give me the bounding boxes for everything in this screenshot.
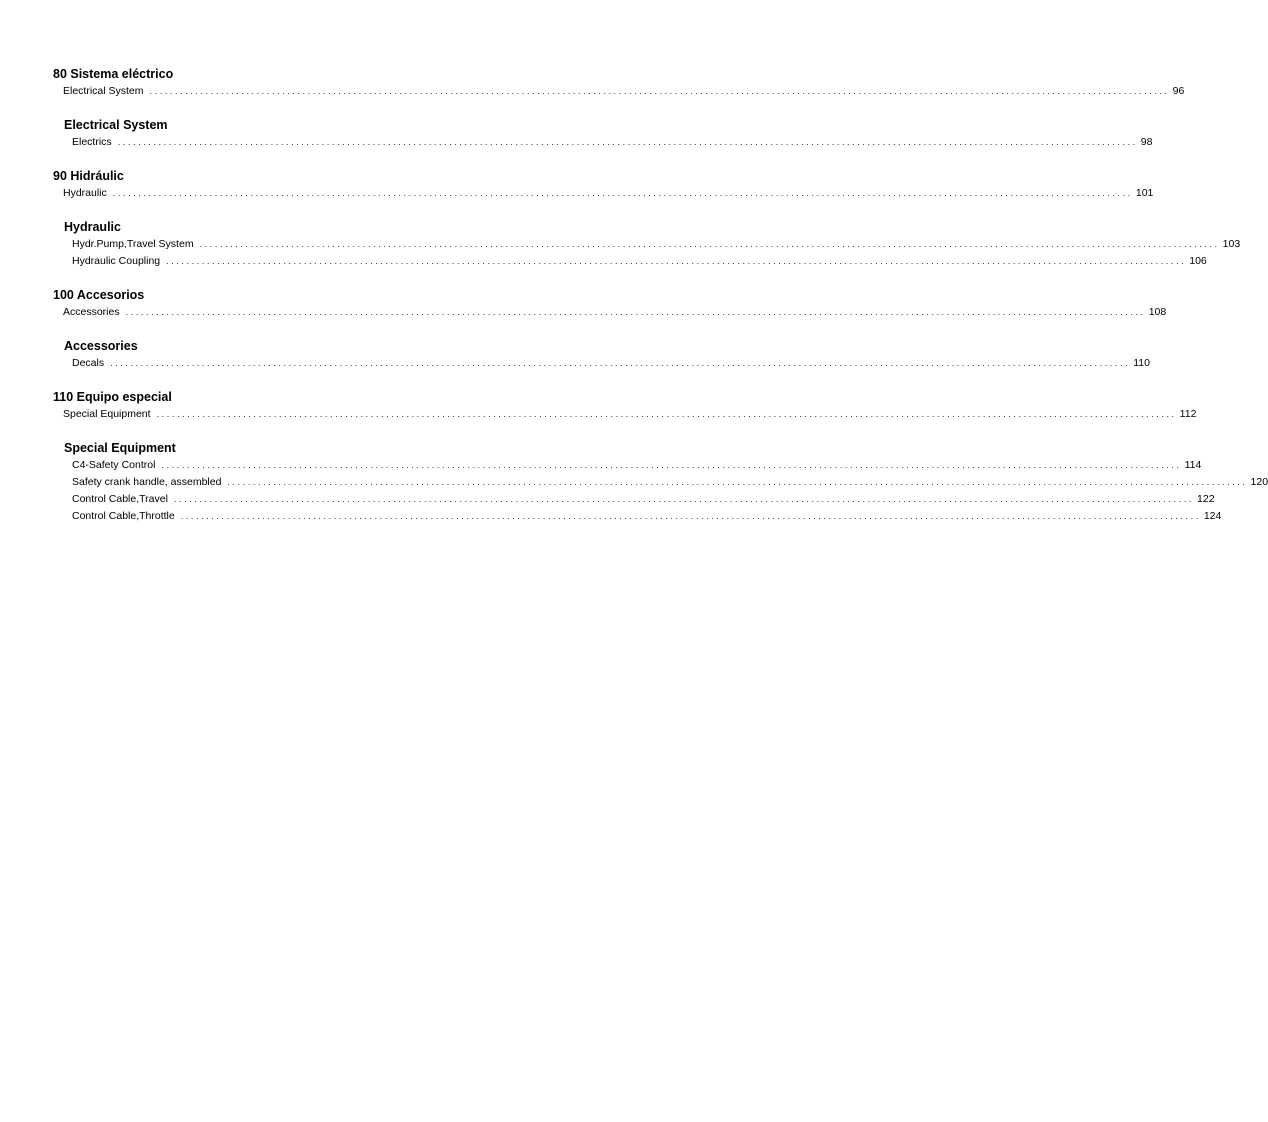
entry-label: Decals — [72, 357, 105, 369]
entry-label: Control Cable,Travel — [72, 493, 168, 505]
dot-leader: ........................................................................................................................................................................................................ — [149, 86, 1170, 96]
entry-label: Control Cable,Throttle — [72, 510, 175, 522]
entry-label: Accessories — [63, 306, 120, 318]
dot-leader: ........................................................................................................................................................................................................ — [199, 239, 1220, 249]
toc-entry[interactable] — [53, 355, 1150, 372]
entry-label: Special Equipment — [63, 408, 151, 420]
dot-leader: ........................................................................................................................................................................................................ — [161, 460, 1182, 470]
entry-label: Hydraulic — [63, 187, 107, 199]
subsection-heading: Accessories — [64, 339, 138, 353]
entry-page-number: 103 — [1222, 238, 1241, 250]
entry-label: Hydraulic Coupling — [72, 255, 161, 267]
toc-section — [53, 66, 1185, 151]
section-heading: 100 Accesorios — [53, 288, 145, 302]
entry-page-number: 98 — [1140, 136, 1153, 148]
section-heading: 110 Equipo especial — [53, 390, 172, 404]
entry-page-number: 112 — [1179, 408, 1197, 420]
entry-label: Electrics — [72, 136, 112, 148]
dot-leader: ........................................................................................................................................................................................................ — [173, 494, 1195, 504]
table-of-contents — [53, 66, 1268, 525]
toc-entry[interactable] — [53, 253, 1207, 270]
entry-page-number: 122 — [1197, 493, 1215, 505]
toc-entry[interactable] — [53, 491, 1215, 508]
dot-leader: ........................................................................................................................................................................................................ — [110, 358, 1131, 368]
dot-leader: ........................................................................................................................................................................................................ — [227, 477, 1248, 487]
toc-entry[interactable] — [53, 134, 1153, 151]
entry-page-number: 114 — [1184, 459, 1202, 471]
toc-entry[interactable] — [53, 406, 1197, 423]
entry-page-number: 96 — [1172, 85, 1185, 97]
dot-leader: ........................................................................................................................................................................................................ — [117, 137, 1138, 147]
subsection-heading: Electrical System — [64, 118, 168, 132]
entry-page-number: 108 — [1148, 306, 1167, 318]
toc-entry[interactable] — [53, 236, 1241, 253]
entry-page-number: 124 — [1203, 510, 1222, 522]
toc-entry[interactable] — [53, 457, 1202, 474]
dot-leader: ........................................................................................................................................................................................................ — [125, 307, 1146, 317]
dot-leader: ........................................................................................................................................................................................................ — [156, 409, 1177, 419]
entry-label: Electrical System — [63, 85, 144, 97]
entry-page-number: 101 — [1135, 187, 1154, 199]
subsection-heading: Hydraulic — [64, 220, 121, 234]
entry-label: Safety crank handle, assembled — [72, 476, 222, 488]
toc-section — [53, 168, 1241, 270]
entry-label: C4-Safety Control — [72, 459, 156, 471]
entry-page-number: 106 — [1189, 255, 1207, 267]
toc-entry[interactable] — [53, 185, 1154, 202]
toc-entry[interactable] — [53, 83, 1185, 100]
toc-entry[interactable] — [53, 508, 1222, 525]
toc-entry[interactable] — [53, 474, 1268, 491]
toc-section — [53, 287, 1167, 372]
entry-page-number: 120 — [1250, 476, 1268, 488]
entry-label: Hydr.Pump,Travel System — [72, 238, 194, 250]
dot-leader: ........................................................................................................................................................................................................ — [112, 188, 1133, 198]
toc-section — [53, 389, 1268, 525]
section-heading: 90 Hidráulic — [53, 169, 124, 183]
section-heading: 80 Sistema eléctrico — [53, 67, 174, 81]
subsection-heading: Special Equipment — [64, 441, 176, 455]
dot-leader: ........................................................................................................................................................................................................ — [180, 511, 1201, 521]
toc-entry[interactable] — [53, 304, 1167, 321]
entry-page-number: 110 — [1133, 357, 1150, 369]
dot-leader: ........................................................................................................................................................................................................ — [166, 256, 1187, 266]
